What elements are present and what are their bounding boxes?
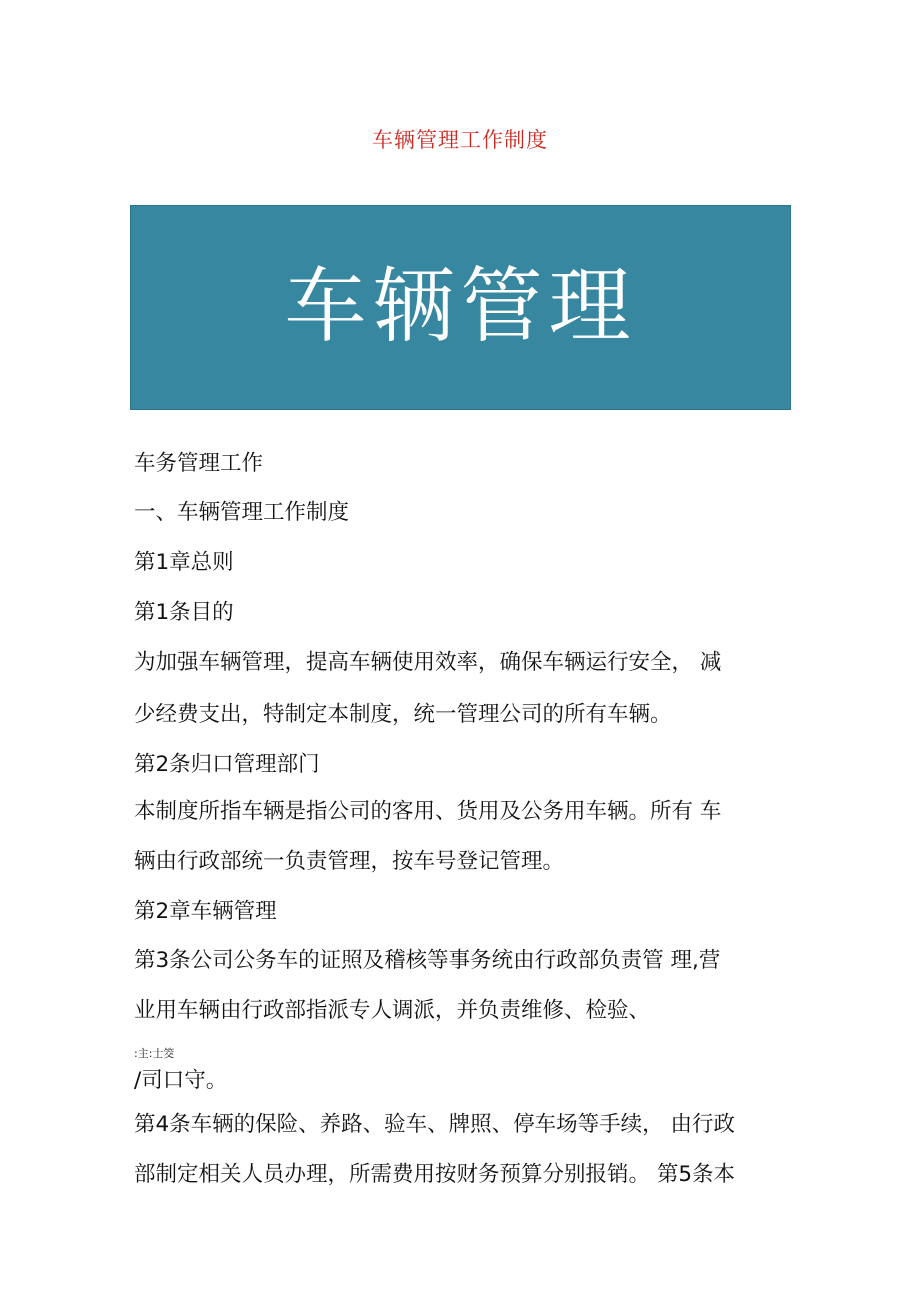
document-title: 车辆管理工作制度 bbox=[372, 128, 548, 152]
paragraph-line: 辆由行政部统一负责管理，按车号登记管理。 bbox=[134, 849, 565, 874]
paragraph-line: 为加强车辆管理，提高车辆使用效率，确保车辆运行安全， 减 bbox=[134, 650, 722, 675]
paragraph-line: 第4条车辆的保险、养路、验车、牌照、停车场等手续， 由行政 bbox=[134, 1112, 736, 1137]
paragraph-line: 部制定相关人员办理，所需费用按财务预算分别报销。 第5条本 bbox=[134, 1162, 736, 1187]
chapter-heading: 第1章总则 bbox=[134, 550, 234, 575]
chapter-heading: 第2章车辆管理 bbox=[134, 899, 277, 924]
banner-text: 车辆管理 bbox=[284, 258, 637, 354]
section-heading: 车务管理工作 bbox=[134, 451, 264, 476]
paragraph-line: 本制度所指车辆是指公司的客用、货用及公务用车辆。所有 车 bbox=[134, 799, 722, 824]
article-heading: 第2条归口管理部门 bbox=[134, 752, 320, 777]
section-subheading: 一、车辆管理工作制度 bbox=[134, 500, 350, 525]
paragraph-line: 第3条公司公务车的证照及稽核等事务统由行政部负责管 理,营 bbox=[134, 948, 721, 973]
paragraph-line: 业用车辆由行政部指派专人调派，并负责维修、检验、 bbox=[134, 998, 651, 1023]
paragraph-line: 少经费支出，特制定本制度，统一管理公司的所有车辆。 bbox=[134, 702, 672, 727]
article-heading: 第1条目的 bbox=[134, 600, 234, 625]
paragraph-line: /司口守。 bbox=[134, 1068, 228, 1093]
small-note: :主:士筊 bbox=[134, 1047, 175, 1060]
title-banner bbox=[130, 205, 791, 410]
